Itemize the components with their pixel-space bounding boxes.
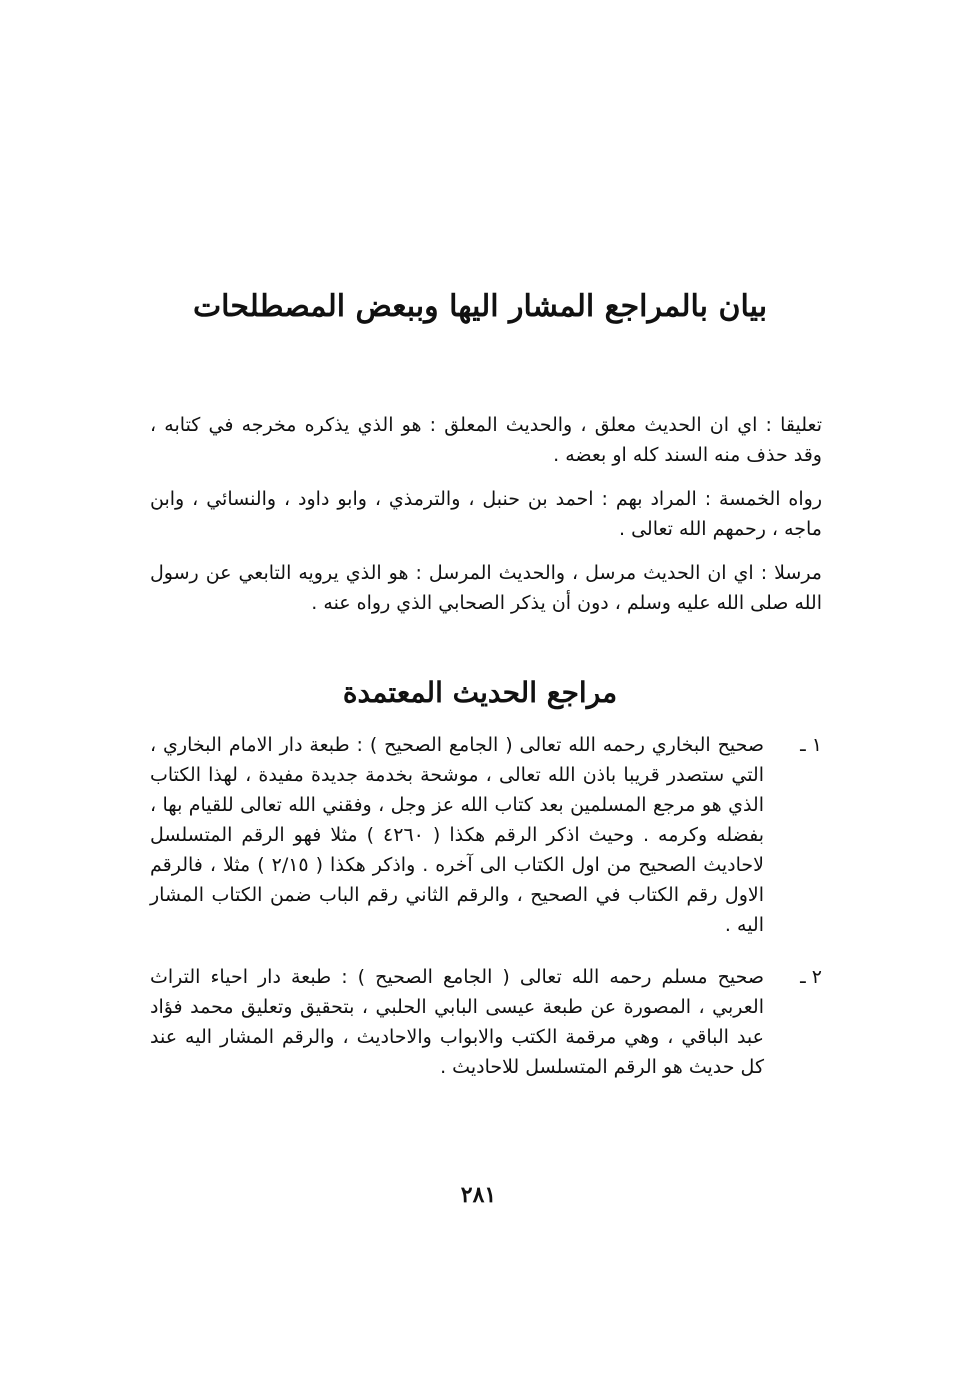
reference-entry: [150, 730, 822, 940]
term-label: تعليقا :: [765, 414, 823, 436]
page-title: بيان بالمراجع المشار اليها وببعض المصطلحات: [192, 289, 768, 324]
term-definition: المراد بهم : احمد بن حنبل ، والترمذي ، وابو داود ، والنسائي ، وابن ماجه ، رحمهم الله تعالى .: [150, 488, 822, 540]
term-label: رواه الخمسة :: [704, 488, 822, 510]
reference-number: ١ ـ: [800, 734, 822, 756]
term-entry: [150, 410, 822, 470]
term-definition: اي ان الحديث معلق ، والحديث المعلق : هو الذي يذكره مخرجه في كتابه ، وقد حذف منه السند كله او بعضه .: [150, 414, 822, 466]
section-title: مراجع الحديث المعتمدة: [342, 676, 618, 709]
references-list: [150, 730, 822, 1104]
reference-text: صحيح مسلم رحمه الله تعالى ( الجامع الصحيح ) : طبعة دار احياء التراث العربي ، المصورة عن طبعة عيسى البابي الحلبي ، بتحقيق وتعليق محمد فؤاد عبد الباقي ، وهي مرقمة الكتب والابواب والاحاديث ، والرقم المشار اليه عند كل حديث هو الرقم المتسلسل للاحاديث .: [150, 966, 764, 1078]
term-definition: اي ان الحديث مرسل ، والحديث المرسل : هو الذي يرويه التابعي عن رسول الله صلى الله عليه وسلم ، دون أن يذكر الصحابي الذي رواه عنه .: [150, 562, 822, 614]
page-number: ٢٨١: [460, 1182, 497, 1208]
reference-entry: [150, 962, 822, 1082]
reference-number: ٢ ـ: [800, 966, 822, 988]
reference-text: صحيح البخاري رحمه الله تعالى ( الجامع الصحيح ) : طبعة دار الامام البخاري ، التي ستصدر قريبا باذن الله تعالى ، موشحة بخدمة جديدة مفيدة ، لهذا الكتاب الذي هو مرجع المسلمين بعد كتاب الله عز وجل ، وفقني الله تعالى للقيام بها ، بفضله وكرمه . وحيث اذكر الرقم هكذا ( ٤٢٦٠ ) مثلا فهو الرقم المتسلسل لاحاديث الصحيح من اول الكتاب الى آخره . واذكر هكذا ( ٢/١٥ ) مثلا ، فالرقم الاول رقم الكتاب في الصحيح ، والرقم الثاني رقم الباب ضمن الكتاب المشار اليه .: [150, 734, 764, 936]
terms-list: [150, 410, 822, 632]
term-entry: [150, 484, 822, 544]
term-entry: [150, 558, 822, 618]
term-label: مرسلا :: [760, 562, 822, 584]
